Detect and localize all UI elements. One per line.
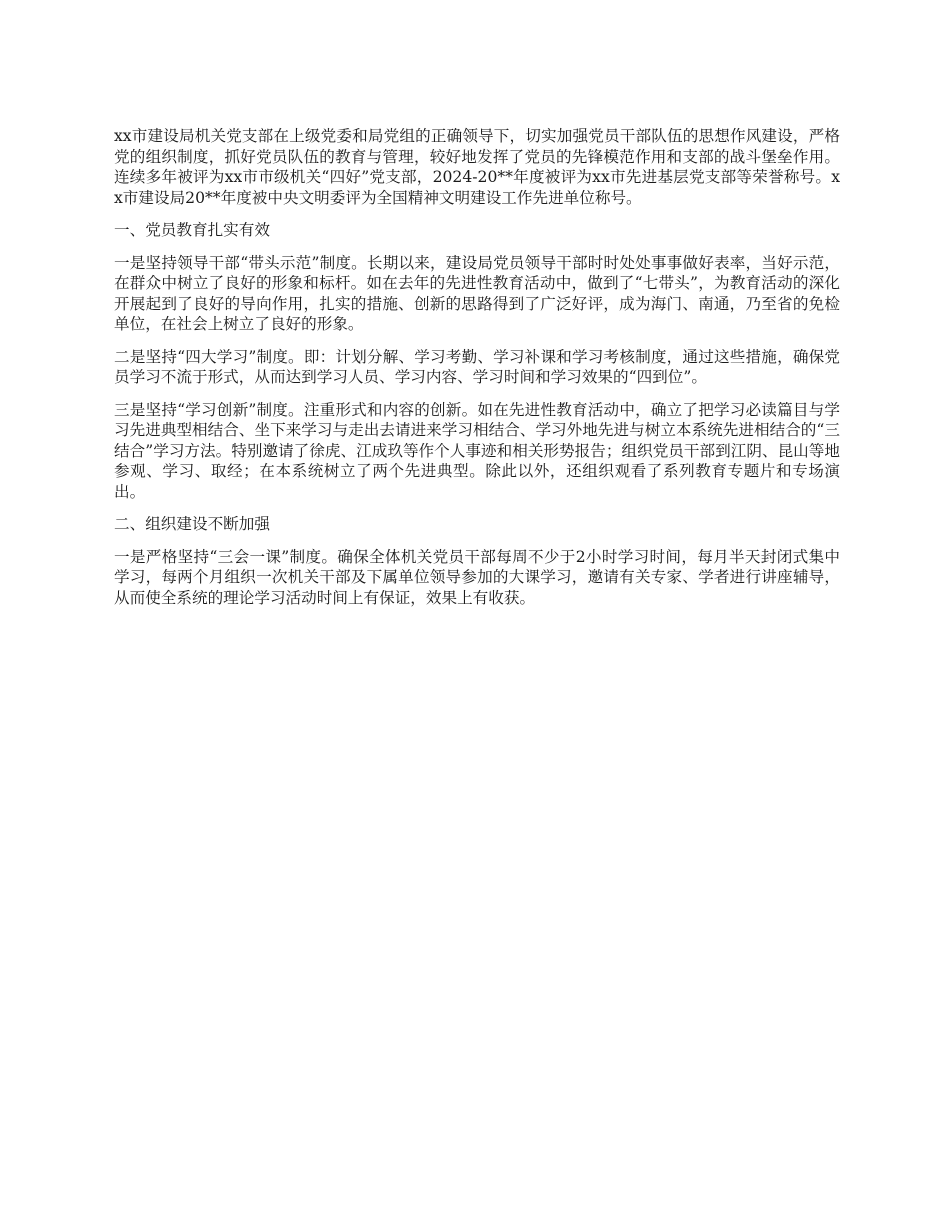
paragraph-study-innovation: 三是坚持“学习创新”制度。注重形式和内容的创新。如在先进性教育活动中，确立了把学习必读篇目与学习先进典型相结合、坐下来学习与走出去请进来学习相结合、学习外地先进与树立本系统先进相结合的“三结合”学习方法。特别邀请了徐虎、江成玖等作个人事迹和相关形势报告；组织党员干部到江阴、昆山等地参观、学习、取经；在本系统树立了两个先进典型。除此以外，还组织观看了系列教育专题片和专场演出。 [114,400,840,501]
section-heading-organization: 二、组织建设不断加强 [114,515,270,533]
paragraph-three-meetings-one-lesson: 一是严格坚持“三会一课”制度。确保全体机关党员干部每周不少于2小时学习时间，每月半天封闭式集中学习，每两个月组织一次机关干部及下属单位领导参加的大课学习，邀请有关专家、学者进行讲座辅导，从而使全系统的理论学习活动时间上有保证，效果上有收获。 [114,547,840,607]
paragraph-leadership-example: 一是坚持领导干部“带头示范”制度。长期以来，建设局党员领导干部时时处处事事做好表率，当好示范，在群众中树立了良好的形象和标杆。如在去年的先进性教育活动中，做到了“七带头”，为教育活动的深化开展起到了良好的导向作用，扎实的措施、创新的思路得到了广泛好评，成为海门、南通，乃至省的免检单位，在社会上树立了良好的形象。 [114,253,840,333]
paragraph-intro: xx市建设局机关党支部在上级党委和局党组的正确领导下，切实加强党员干部队伍的思想作风建设，严格党的组织制度，抓好党员队伍的教育与管理，较好地发挥了党员的先锋模范作用和支部的战斗堡垒作用。连续多年被评为xx市市级机关“四好”党支部，2024-20**年度被评为xx市先进基层党支部等荣誉称号。xx市建设局20**年度被中央文明委评为全国精神文明建设工作先进单位称号。 [114,127,840,207]
document-body [114,126,840,620]
section-heading-education: 一、党员教育扎实有效 [114,221,270,239]
paragraph-four-study-systems: 二是坚持“四大学习”制度。即：计划分解、学习考勤、学习补课和学习考核制度，通过这些措施，确保党员学习不流于形式，从而达到学习人员、学习内容、学习时间和学习效果的“四到位”。 [114,347,840,386]
